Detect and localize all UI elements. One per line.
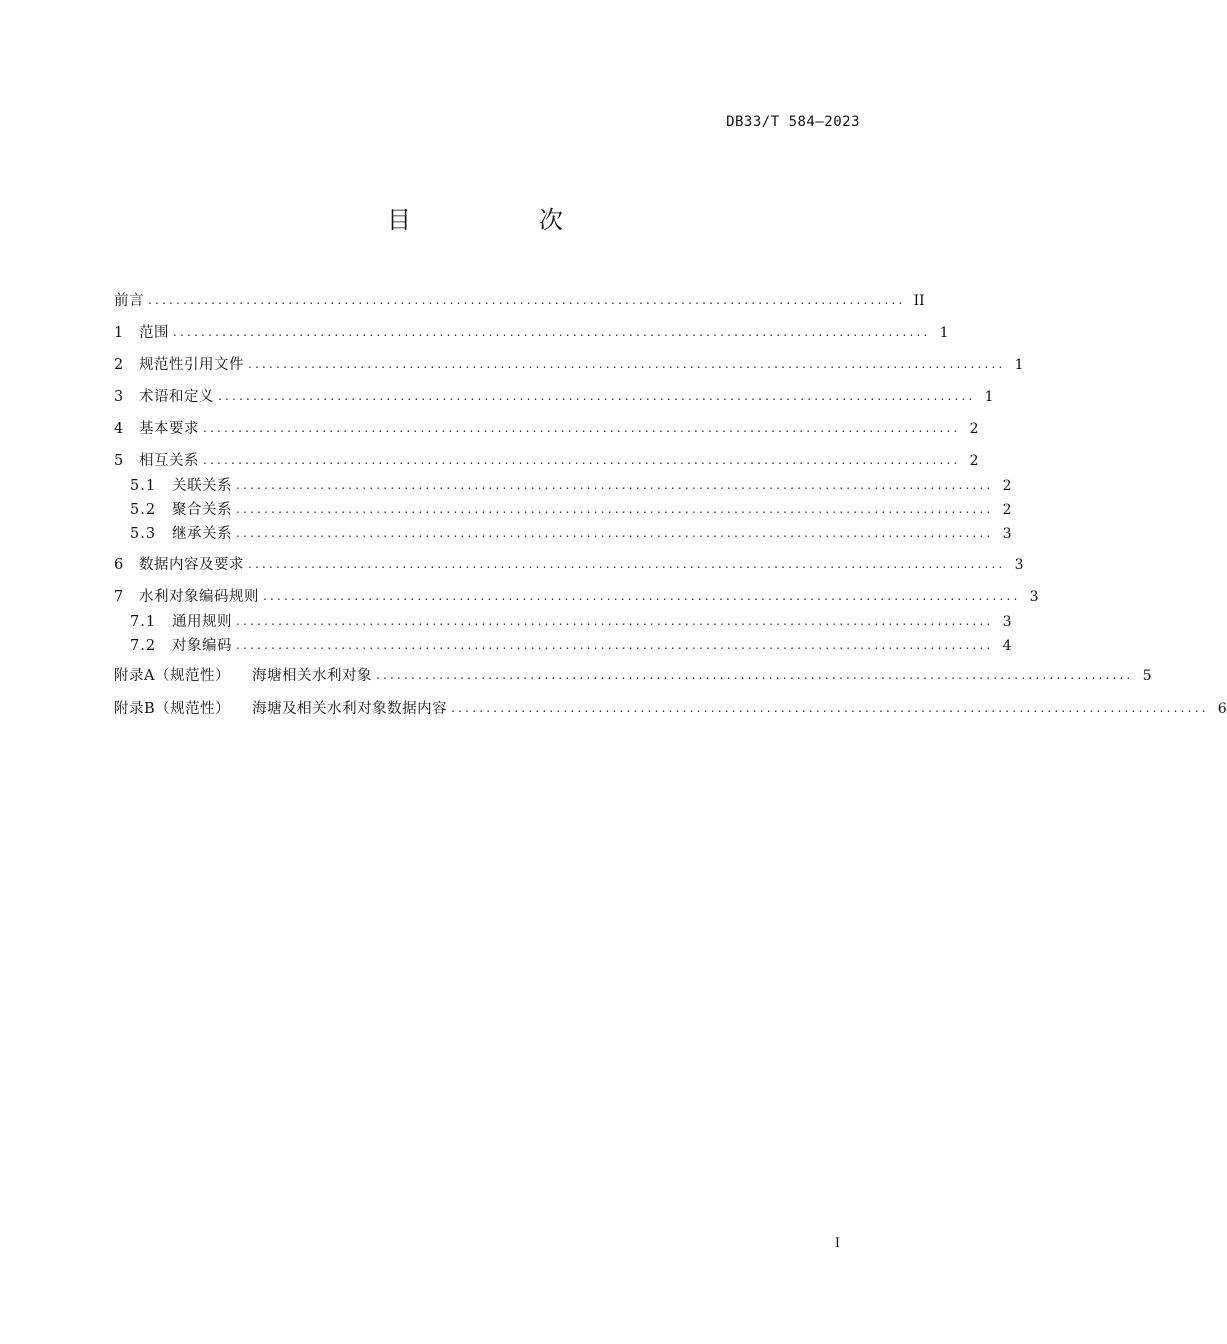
toc-leader-dots: ............................................................................................................	[248, 557, 1006, 571]
toc-leader-dots: ............................................................................................................	[203, 421, 961, 435]
toc-label: 聚合关系	[172, 502, 232, 518]
toc-number: 6	[114, 557, 124, 573]
toc-number: 2	[114, 357, 124, 373]
toc-entry-5-3[interactable]	[130, 522, 1012, 544]
toc-entry-6[interactable]	[114, 553, 1024, 575]
toc-leader-dots: ............................................................................................................	[236, 526, 994, 540]
toc-page: 3	[1014, 557, 1024, 573]
toc-entry-5-1[interactable]	[130, 474, 1012, 496]
toc-page: 2	[1002, 478, 1012, 494]
toc-page: 3	[1002, 614, 1012, 630]
toc-leader-dots: ............................................................................................................	[451, 701, 1209, 715]
toc-page: 3	[1029, 589, 1039, 605]
toc-entry-3[interactable]	[114, 385, 994, 407]
table-of-contents	[114, 0, 1227, 1344]
toc-label: 前言	[114, 293, 144, 309]
toc-number: 7.1	[130, 614, 157, 630]
toc-page: 2	[1002, 502, 1012, 518]
toc-leader-dots: ............................................................................................................	[236, 502, 994, 516]
toc-page: 1	[939, 325, 949, 341]
toc-number: 4	[114, 421, 124, 437]
toc-entry-5-2[interactable]	[130, 498, 1012, 520]
toc-leader-dots: ............................................................................................................	[236, 614, 994, 628]
toc-label: 对象编码	[172, 638, 232, 654]
toc-label: 基本要求	[139, 421, 199, 437]
toc-page: 5	[1142, 668, 1152, 684]
toc-label: 海塘相关水利对象	[251, 668, 372, 684]
toc-number: 1	[114, 325, 124, 341]
toc-page: 1	[984, 389, 994, 405]
toc-leader-dots: ............................................................................................................	[263, 589, 1021, 603]
toc-label: 数据内容及要求	[139, 557, 244, 573]
toc-leader-dots: ............................................................................................................	[236, 478, 994, 492]
toc-entry-7[interactable]	[114, 585, 1039, 607]
toc-page: 2	[969, 453, 979, 469]
toc-leader-dots: ............................................................................................................	[236, 638, 994, 652]
toc-leader-dots: ............................................................................................................	[248, 357, 1006, 371]
page-number: I	[834, 1236, 840, 1251]
toc-page: 6	[1217, 701, 1227, 717]
toc-label: 规范性引用文件	[139, 357, 244, 373]
toc-entry-2[interactable]	[114, 353, 1024, 375]
toc-page: 2	[969, 421, 979, 437]
toc-number: 附录A（规范性）	[114, 668, 230, 684]
toc-number: 附录B（规范性）	[114, 701, 231, 717]
toc-entry-foreword[interactable]	[114, 289, 925, 311]
toc-leader-dots: ............................................................................................................	[203, 453, 961, 467]
toc-entry-appendix-a[interactable]	[114, 664, 1152, 686]
standard-code: DB33/T 584—2023	[726, 114, 860, 130]
toc-label: 相互关系	[139, 453, 199, 469]
toc-entry-appendix-b[interactable]	[114, 697, 1227, 719]
page-title: 目 次	[387, 206, 615, 234]
toc-page: 3	[1002, 526, 1012, 542]
toc-label: 关联关系	[172, 478, 232, 494]
toc-entry-7-2[interactable]	[130, 634, 1012, 656]
toc-page: II	[913, 293, 925, 309]
toc-entry-1[interactable]	[114, 321, 949, 343]
toc-entry-4[interactable]	[114, 417, 979, 439]
toc-label: 术语和定义	[139, 389, 214, 405]
toc-number: 7.2	[130, 638, 157, 654]
toc-number: 5.3	[130, 526, 157, 542]
toc-entry-5[interactable]	[114, 449, 979, 471]
toc-page: 4	[1002, 638, 1012, 654]
toc-leader-dots: ............................................................................................................	[173, 325, 931, 339]
toc-label: 水利对象编码规则	[139, 589, 259, 605]
toc-leader-dots: ............................................................................................................	[148, 293, 906, 307]
toc-leader-dots: ............................................................................................................	[375, 668, 1134, 682]
toc-number: 5.1	[130, 478, 157, 494]
toc-leader-dots: ............................................................................................................	[218, 389, 976, 403]
toc-number: 5	[114, 453, 124, 469]
toc-label: 范围	[139, 325, 169, 341]
toc-number: 7	[114, 589, 124, 605]
toc-label: 通用规则	[172, 614, 232, 630]
toc-number: 3	[114, 389, 124, 405]
toc-page: 1	[1014, 357, 1024, 373]
toc-label: 海塘及相关水利对象数据内容	[252, 701, 448, 717]
toc-number: 5.2	[130, 502, 157, 518]
toc-label: 继承关系	[172, 526, 232, 542]
toc-entry-7-1[interactable]	[130, 610, 1012, 632]
